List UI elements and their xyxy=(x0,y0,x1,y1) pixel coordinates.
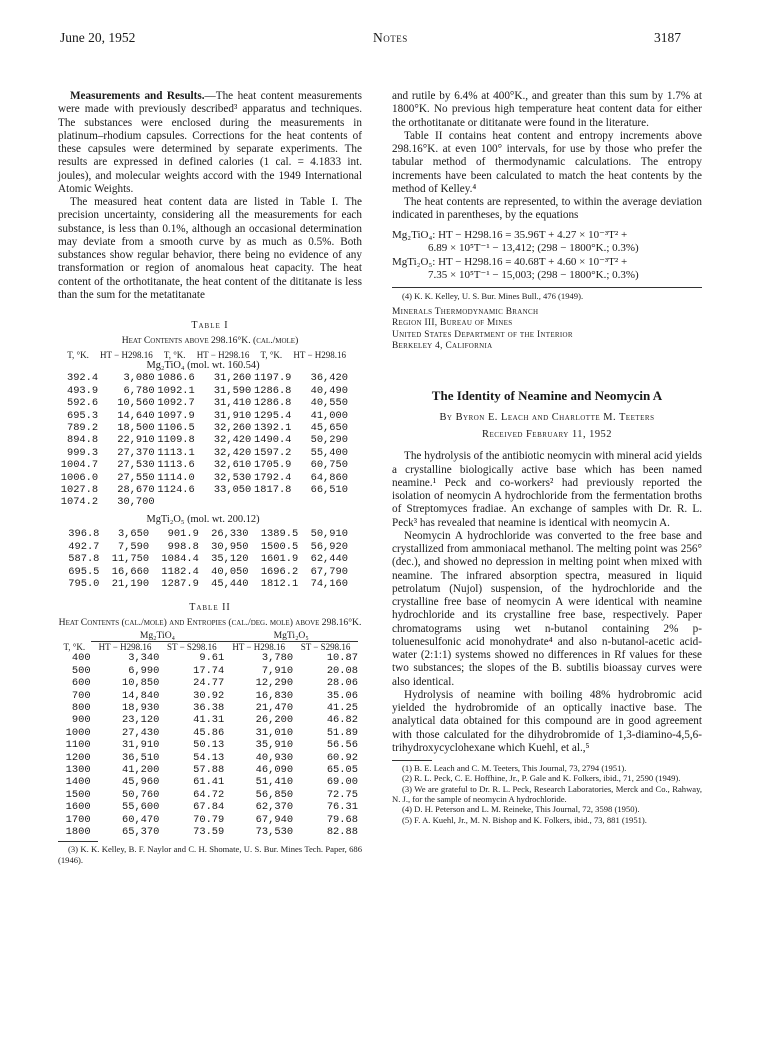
table2-row xyxy=(58,739,358,751)
table1-header-row xyxy=(58,350,348,360)
equation-mg2tio4-line2: 6.89 × 10⁵T⁻¹ − 13,412; (298 − 1800°K.; 0.3%) xyxy=(428,242,639,254)
table1-row xyxy=(58,484,348,496)
paragraph-results: The measured heat content data are listed in Table I. The precision uncertainty, considering all the measurements for each substance, is less than 0.1%, although an occasional determination may deviate from a smooth curve by as much as 0.5%. Both substances show regular behavior, there being no evidence of any transformation or region of anomalous heat capacity. The heat content of the orthotitanate, the heat content of the dititanate is less than the sum for the metatitanate xyxy=(58,196,362,301)
table-cell: 40,930 xyxy=(255,751,294,764)
table-cell: 1004.7 xyxy=(60,459,99,472)
table2-row xyxy=(58,702,358,714)
table1-header-t: T, °K. xyxy=(260,350,283,360)
table1-row xyxy=(58,385,348,397)
table-cell: 24.77 xyxy=(193,677,225,690)
table1-group-a-heading: Mg₂TiO₄ (mol. wt. 160.54) xyxy=(146,360,260,371)
table-cell: 41,200 xyxy=(121,763,160,776)
table-cell: 64,860 xyxy=(310,471,348,484)
article-byline: By Byron E. Leach and Charlotte M. Teeters xyxy=(439,412,655,424)
table-cell: 17.74 xyxy=(193,664,225,677)
table-cell: 50.13 xyxy=(193,739,225,752)
table-cell: 9.61 xyxy=(199,652,225,665)
table-cell: 67,940 xyxy=(255,813,294,826)
table1-group-b-heading: MgTi₂O₅ (mol. wt. 200.12) xyxy=(146,513,260,525)
table-cell: 61.41 xyxy=(193,776,225,789)
address-line: United States Department of the Interior xyxy=(392,329,573,340)
paragraph-rutile: and rutile by 6.4% at 400°K., and greater than this sum by 1.7% at 1800°K. No previous high temperature heat content data for either the orthotitanate or dititanate were found in the literature. xyxy=(392,90,702,129)
table1-header-h: HT − H298.16 xyxy=(196,350,250,360)
header-page-number: 3187 xyxy=(654,30,681,45)
table-cell: 16,830 xyxy=(255,689,294,702)
table1-header-h: HT − H298.16 xyxy=(100,350,153,360)
table2-header-t: T, °K. xyxy=(63,642,86,653)
author-address xyxy=(392,307,702,353)
table-cell: 1006.0 xyxy=(60,471,99,484)
table-cell: 22,910 xyxy=(117,434,155,447)
table-cell: 74,160 xyxy=(310,577,348,590)
equation-mg2tio4 xyxy=(392,229,702,256)
table-cell: 32,420 xyxy=(213,446,252,459)
table2-row xyxy=(58,776,358,788)
table1-header-h: HT − H298.16 xyxy=(293,350,347,360)
table-cell: 695.5 xyxy=(68,565,100,578)
table-cell: 1197.9 xyxy=(254,372,292,385)
table-cell: 31,910 xyxy=(213,409,252,422)
table-cell: 1500 xyxy=(65,788,91,801)
reference-item: (2) R. L. Peck, C. E. Hoffhine, Jr., P. Gale and K. Folkers, ibid., 71, 2590 (1949). xyxy=(402,773,681,784)
table2-label: Table II xyxy=(189,602,231,614)
reference-item: (4) D. H. Peterson and L. M. Reineke, This Journal, 72, 3598 (1950). xyxy=(402,804,640,815)
table2-group-row xyxy=(58,631,358,642)
table1-header-t: T, °K. xyxy=(67,350,89,360)
address-line: Berkeley 4, California xyxy=(392,341,493,352)
table1-row xyxy=(58,459,348,471)
table-cell: 14,840 xyxy=(121,689,160,702)
table-cell: 1300 xyxy=(65,763,91,776)
table-cell: 795.0 xyxy=(68,577,100,590)
table1-row xyxy=(58,541,348,553)
table-cell: 62,440 xyxy=(310,553,348,566)
table2-title: Heat Contents (cal./mole) and Entropies (cal./deg. mole) above 298.16°K. xyxy=(58,617,362,629)
article-received: Received February 11, 1952 xyxy=(482,429,612,441)
table-cell: 65.05 xyxy=(326,763,358,776)
table-cell: 1600 xyxy=(65,801,91,814)
table-cell: 31,590 xyxy=(213,384,252,397)
table-cell: 31,410 xyxy=(213,397,252,410)
reference-item: (3) We are grateful to Dr. R. L. Peck, Research Laboratories, Merck and Co., Rahway, N. J., for the sample of neomycin A hydrochloride. xyxy=(392,783,702,805)
table2-header-s: ST − S298.16 xyxy=(300,642,351,653)
table2-group-b: MgTi₂O₅ xyxy=(224,631,358,642)
table-cell: 3,080 xyxy=(123,372,155,385)
table2-row xyxy=(58,714,358,726)
table-cell: 67.84 xyxy=(193,801,225,814)
table-cell: 1800 xyxy=(65,826,91,838)
table-cell: 1500.5 xyxy=(260,540,299,553)
table-cell: 600 xyxy=(71,677,91,690)
table-cell: 10.87 xyxy=(326,652,358,665)
table-cell: 50,910 xyxy=(310,528,348,541)
table-cell: 392.4 xyxy=(66,372,99,385)
footnote-3: (3) K. K. Kelley, B. F. Naylor and C. H. Shomate, U. S. Bur. Mines Tech. Paper, 686 (1946). xyxy=(58,844,362,865)
table-cell: 32,610 xyxy=(213,459,252,472)
table-cell: 1286.8 xyxy=(254,397,292,410)
table-cell: 999.3 xyxy=(66,446,99,459)
table-cell: 1601.9 xyxy=(260,553,299,566)
table-cell: 23,120 xyxy=(121,714,160,727)
table1-label: Table I xyxy=(191,320,229,331)
table-cell: 35.06 xyxy=(326,689,358,702)
table-cell: 35,910 xyxy=(255,739,294,752)
table-cell: 400 xyxy=(71,652,91,665)
table-cell: 7,590 xyxy=(117,540,150,553)
table-cell: 587.8 xyxy=(68,553,100,566)
table1-title: Heat Contents above 298.16°K. (cal./mole) xyxy=(121,335,299,346)
table-cell: 1113.6 xyxy=(157,459,195,472)
table-cell: 500 xyxy=(71,664,91,677)
table1-row xyxy=(58,397,348,409)
table-cell: 894.8 xyxy=(66,434,99,447)
table1-row xyxy=(58,447,348,459)
table-cell: 900 xyxy=(71,714,91,727)
table-cell: 41.31 xyxy=(193,714,225,727)
table-cell: 1200 xyxy=(65,751,91,764)
table-cell: 28,670 xyxy=(117,484,155,497)
header-section: Notes xyxy=(373,30,408,45)
table-cell: 1392.1 xyxy=(254,422,292,435)
paragraph-neamine-intro: The hydrolysis of the antibiotic neomycin with mineral acid yields a crystalline biologically active base which has been named neamine.¹ Peck and co-workers² had previously reported the isolation of neomycin A hydrochloride from the fermentation broths of Streptomyces fradiae. An exchange of samples with Dr. R. L. Peck³ has revealed that neamine is identical with neomycin A. xyxy=(392,450,702,529)
table2-row xyxy=(58,665,358,677)
reference-item: (5) F. A. Kuehl, Jr., M. N. Bishop and K. Folkers, ibid., 73, 881 (1951). xyxy=(402,814,647,825)
table-cell: 800 xyxy=(71,701,91,714)
table2-header-s: ST − S298.16 xyxy=(167,642,217,653)
table-cell: 26,200 xyxy=(255,714,294,727)
table2-row xyxy=(58,814,358,826)
table-cell: 76.31 xyxy=(326,801,358,814)
table-cell: 54.13 xyxy=(193,751,225,764)
table-cell: 82.88 xyxy=(326,826,358,838)
table-cell: 695.3 xyxy=(66,409,99,422)
table1-group-b xyxy=(58,508,348,590)
table-cell: 21,190 xyxy=(111,577,150,590)
table-cell: 36,510 xyxy=(121,751,160,764)
table1-row xyxy=(58,372,348,384)
table-cell: 592.6 xyxy=(66,397,99,410)
table-cell: 1027.8 xyxy=(60,484,99,497)
reference-item: (1) B. E. Leach and C. M. Teeters, This Journal, 73, 2794 (1951). xyxy=(402,763,627,774)
table-cell: 493.9 xyxy=(66,384,99,397)
table-cell: 65,370 xyxy=(121,826,160,838)
table-cell: 70.79 xyxy=(193,813,225,826)
table-cell: 1295.4 xyxy=(254,409,292,422)
table-cell: 62,370 xyxy=(255,801,294,814)
table-cell: 492.7 xyxy=(68,540,100,553)
table-cell: 10,560 xyxy=(117,397,155,410)
table-cell: 73.59 xyxy=(193,826,225,838)
table-cell: 60,470 xyxy=(121,813,160,826)
table-cell: 1286.8 xyxy=(254,384,292,397)
table-cell: 3,780 xyxy=(261,652,294,665)
table-cell: 45,440 xyxy=(211,577,249,590)
table1-row xyxy=(58,410,348,422)
table-cell: 26,330 xyxy=(211,528,249,541)
table-cell: 1597.2 xyxy=(254,446,292,459)
table-cell: 1097.9 xyxy=(157,409,195,422)
paragraph-neamine-comparison: Neomycin A hydrochloride was converted to the free base and crystallized from ammoniacal methanol. The melting point was 256° (dec.), and showed no depression in melting point when mixed with neamine. The infrared absorption spectra, measured in liquid petrolatum (Nujol) suspension, of the hydrochloride and the crystalline free base of neomycin A were identical with neamine hydrochloride and its crystalline free base, respectively. Paper chromatograms using wet n-butanol containing 2% p-toluenesulfonic acid monohydrate⁴ and also n-butanol-acetic acid-water (2:1:1) systems showed no differences in Rf values for these two substances; the slopes of the B. subtilis bioassay curves were also identical. xyxy=(392,529,702,688)
table-cell: 1100 xyxy=(65,739,91,752)
table-cell: 72.75 xyxy=(326,788,358,801)
table1-row xyxy=(58,472,348,484)
table1-row xyxy=(58,566,348,578)
table-cell: 40,490 xyxy=(310,384,348,397)
table-cell: 1287.9 xyxy=(161,577,199,590)
table-cell: 30,950 xyxy=(211,540,249,553)
table-cell: 36.38 xyxy=(193,701,225,714)
table-cell: 16,660 xyxy=(111,565,150,578)
equation-mgti2o5 xyxy=(392,256,702,283)
table-cell: 1084.4 xyxy=(161,553,199,566)
table1 xyxy=(58,350,348,509)
equation-mg2tio4-line1: Mg₂TiO₄: HT − H298.16 = 35.96T + 4.27 × 10⁻³T² + xyxy=(392,228,628,241)
table-cell: 45.86 xyxy=(193,726,225,739)
table-cell: 1792.4 xyxy=(254,471,292,484)
table-cell: 45,960 xyxy=(121,776,160,789)
table-cell: 28.06 xyxy=(326,677,358,690)
table-cell: 66,510 xyxy=(310,484,348,497)
table-cell: 14,640 xyxy=(117,409,155,422)
table2-row xyxy=(58,727,358,739)
table2-row xyxy=(58,690,358,702)
table-cell: 27,430 xyxy=(121,726,160,739)
table-cell: 55,600 xyxy=(121,801,160,814)
table-cell: 1696.2 xyxy=(260,565,299,578)
table-cell: 998.8 xyxy=(167,540,199,553)
table2-row xyxy=(58,752,358,764)
table1-header-t: T, °K. xyxy=(163,350,186,360)
table-cell: 1109.8 xyxy=(157,434,195,447)
table-cell: 50,290 xyxy=(310,434,348,447)
table-cell: 79.68 xyxy=(326,813,358,826)
paragraph-neamine-hydrolysis: Hydrolysis of neamine with boiling 48% hydrobromic acid yielded the hydrobromide of an optically inactive base. The analytical data obtained for this compound are in good agreement with those calculated for the dihydrobromide of 1,3-diamino-4,5,6-trihydroxycyclohexane which Kuehl, et al.,⁵ xyxy=(392,688,702,754)
table-cell: 1705.9 xyxy=(254,459,292,472)
table2-header-h: HT − H298.16 xyxy=(98,642,152,653)
table-cell: 56,850 xyxy=(255,788,294,801)
table-cell: 32,530 xyxy=(213,471,252,484)
table-cell: 31,910 xyxy=(121,739,160,752)
table-cell: 32,420 xyxy=(213,434,252,447)
table-cell: 31,260 xyxy=(213,372,252,385)
table-cell: 40,050 xyxy=(211,565,249,578)
table-cell: 1124.6 xyxy=(157,484,195,497)
table-cell: 21,470 xyxy=(255,701,294,714)
table-cell: 64.72 xyxy=(193,788,225,801)
references xyxy=(392,763,702,825)
table-cell: 1700 xyxy=(65,813,91,826)
table-cell: 50,760 xyxy=(121,788,160,801)
table-cell: 33,050 xyxy=(213,484,252,497)
table-cell: 11,750 xyxy=(111,553,150,566)
table-cell: 1182.4 xyxy=(161,565,199,578)
table-cell: 3,340 xyxy=(128,652,160,665)
table2-header-h: HT − H298.16 xyxy=(232,642,286,653)
table-cell: 55,400 xyxy=(310,446,348,459)
table-cell: 1114.0 xyxy=(157,471,195,484)
article-title: The Identity of Neamine and Neomycin A xyxy=(431,388,663,404)
table-cell: 1000 xyxy=(65,726,91,739)
table2-group-a: Mg₂TiO₄ xyxy=(91,631,225,642)
left-column xyxy=(58,90,362,865)
table-cell: 60,750 xyxy=(310,459,348,472)
equation-mgti2o5-line2: 7.35 × 10⁵T⁻¹ − 15,003; (298 − 1800°K.; 0.3%) xyxy=(428,269,639,281)
table-cell: 30,700 xyxy=(117,496,155,509)
table-cell: 32,260 xyxy=(213,422,252,435)
table2-row xyxy=(58,764,358,776)
table-cell: 7,910 xyxy=(261,664,294,677)
table-cell: 1106.5 xyxy=(157,422,195,435)
table-cell: 51,410 xyxy=(255,776,294,789)
table-cell: 396.8 xyxy=(68,528,100,541)
table-cell: 73,530 xyxy=(255,826,294,838)
table-cell: 56,920 xyxy=(310,540,348,553)
table-cell: 56.56 xyxy=(326,739,358,752)
footnote-4: (4) K. K. Kelley, U. S. Bur. Mines Bull., 476 (1949). xyxy=(402,290,584,301)
table-cell: 20.08 xyxy=(326,664,358,677)
table-cell: 41.25 xyxy=(326,701,358,714)
table-cell: 1092.7 xyxy=(157,397,195,410)
address-line: Minerals Thermodynamic Branch xyxy=(392,306,539,317)
table-cell: 35,120 xyxy=(211,553,249,566)
table-cell: 1812.1 xyxy=(260,577,299,590)
equation-mgti2o5-line1: MgTi₂O₅: HT − H298.16 = 40.68T + 4.60 × 10⁻³T² + xyxy=(392,255,628,268)
table-cell: 60.92 xyxy=(326,751,358,764)
table-cell: 51.89 xyxy=(326,726,358,739)
table-cell: 1092.1 xyxy=(157,384,195,397)
paragraph-measurements xyxy=(58,90,362,196)
table-cell: 57.88 xyxy=(193,763,225,776)
table-cell: 40,550 xyxy=(310,397,348,410)
table-cell: 3,650 xyxy=(117,528,150,541)
table-cell: 1113.1 xyxy=(157,446,195,459)
table-cell: 36,420 xyxy=(310,372,348,385)
table-cell: 27,370 xyxy=(117,446,155,459)
table-cell: 1400 xyxy=(65,776,91,789)
table2-row xyxy=(58,677,358,689)
address-line: Region III, Bureau of Mines xyxy=(392,318,513,329)
table-cell: 27,530 xyxy=(117,459,155,472)
table-cell: 1490.4 xyxy=(254,434,292,447)
table-cell: 46,090 xyxy=(255,763,294,776)
table2-row xyxy=(58,789,358,801)
table-cell: 789.2 xyxy=(66,422,99,435)
table-cell: 31,010 xyxy=(255,726,294,739)
paragraph-equations-intro: The heat contents are represented, to within the average deviation indicated in parentheses, by the equations xyxy=(392,196,702,222)
table-cell: 901.9 xyxy=(167,528,199,541)
table-cell: 69.00 xyxy=(326,776,358,789)
table-cell: 27,550 xyxy=(117,471,155,484)
table2-row xyxy=(58,826,358,838)
table-cell: 30.92 xyxy=(193,689,225,702)
table-cell: 1817.8 xyxy=(254,484,292,497)
paragraph-measurements-text: —The heat content measurements were made with previously described³ apparatus and techniques. The substances were enclosed during the measurements in platinum–rhodium capsules. Corrections for the heat contents of these capsules were determined by separate experiments. The results are expressed in defined calories (1 cal. = 4.1833 int. joules), and molecular weights accord with the 1949 International Atomic Weights. xyxy=(58,90,363,195)
right-column xyxy=(392,90,702,825)
table-cell: 10,850 xyxy=(121,677,160,690)
section-runin-heading: Measurements and Results. xyxy=(70,90,205,102)
table2-header-row xyxy=(58,642,358,653)
table2-row xyxy=(58,652,358,664)
table-cell: 1389.5 xyxy=(260,528,299,541)
table1-row xyxy=(58,434,348,446)
table-cell: 41,000 xyxy=(310,409,348,422)
table1-row xyxy=(58,422,348,434)
table-cell: 18,930 xyxy=(121,701,160,714)
table-cell: 45,650 xyxy=(310,422,348,435)
table-cell: 6,780 xyxy=(123,384,155,397)
table1-row xyxy=(58,553,348,565)
table-cell: 46.82 xyxy=(326,714,358,727)
table1-row xyxy=(58,528,348,540)
table-cell: 12,290 xyxy=(255,677,294,690)
table-cell: 67,790 xyxy=(310,565,348,578)
table-cell: 18,500 xyxy=(117,422,155,435)
table-cell: 1074.2 xyxy=(60,496,99,509)
table-cell: 1086.6 xyxy=(157,372,195,385)
header-date: June 20, 1952 xyxy=(60,30,136,45)
table-cell: 6,990 xyxy=(128,664,160,677)
table2-row xyxy=(58,801,358,813)
table-cell: 700 xyxy=(71,689,91,702)
paragraph-table2: Table II contains heat content and entropy increments above 298.16°K. at even 100° intervals, for use by those who prefer the tabular method of thermodynamic calculations. The entropy increments have been calculated to match the heat contents by the method of Kelley.⁴ xyxy=(392,129,702,195)
table2 xyxy=(58,631,358,838)
table1-row xyxy=(58,578,348,590)
